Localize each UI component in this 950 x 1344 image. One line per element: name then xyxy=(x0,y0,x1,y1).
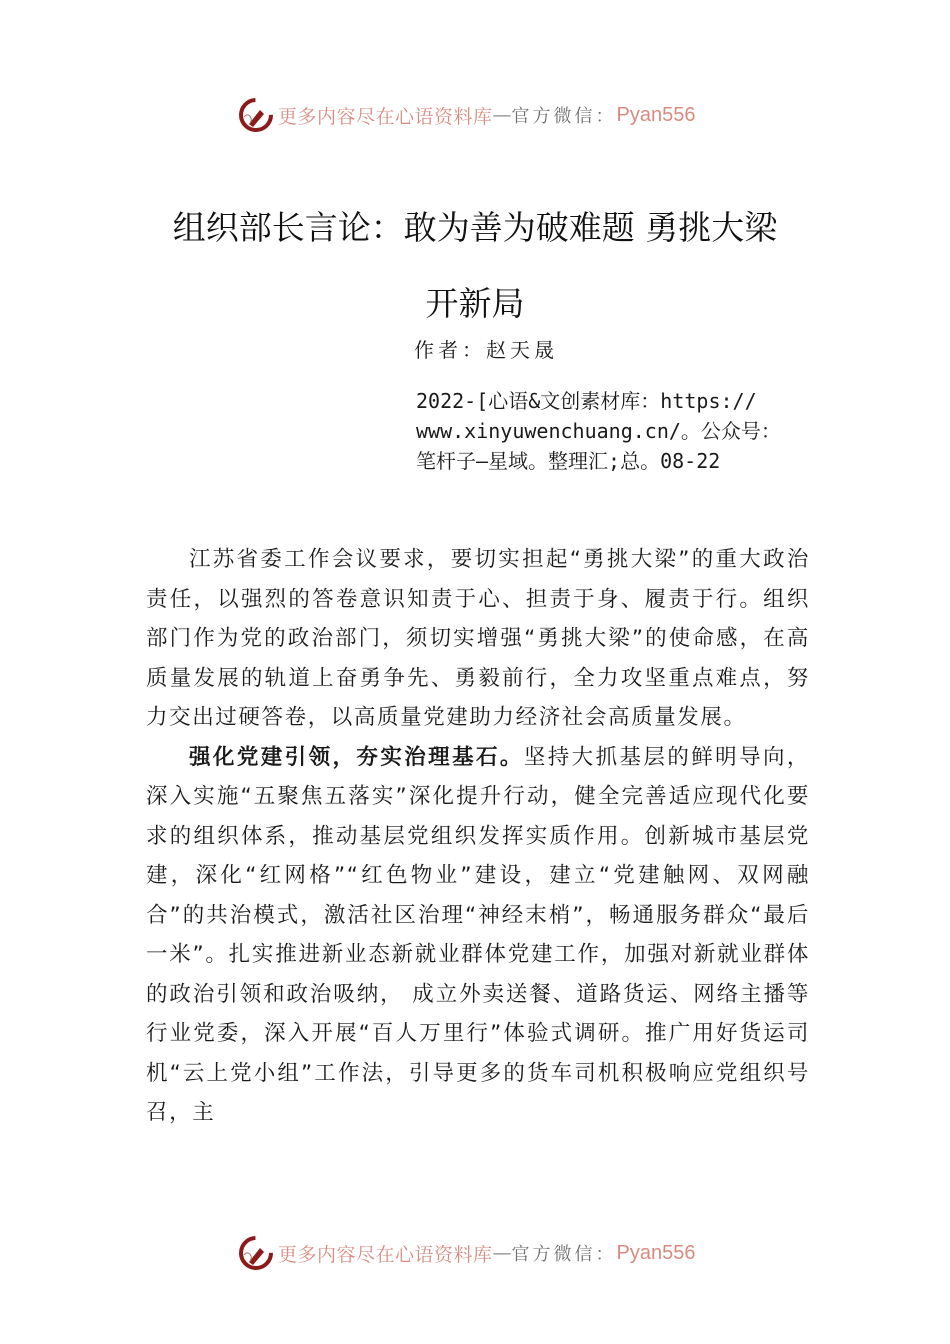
wechat-label: 官方微信： xyxy=(511,1244,617,1265)
separator: — xyxy=(492,1242,512,1264)
footer-watermark-banner xyxy=(238,1233,738,1273)
title-line-1: 组织部长言论：敢为善为破难题 勇挑大梁 xyxy=(172,208,778,247)
pen-nib-logo-icon xyxy=(238,1235,274,1271)
separator: — xyxy=(492,104,512,126)
wechat-handle: Pyan556 xyxy=(616,103,696,126)
paragraph-lead-heading: 强化党建引领，夯实治理基石。 xyxy=(189,744,524,770)
title-line-2: 开新局 xyxy=(425,284,525,323)
source-info xyxy=(416,386,816,476)
article-body xyxy=(146,540,810,1133)
article-title xyxy=(140,190,810,342)
site-text: 更多内容尽在心语资料库 xyxy=(278,1243,493,1266)
author-line: 作者：赵天晟 xyxy=(414,338,558,362)
header-watermark-banner xyxy=(238,95,738,135)
site-text: 更多内容尽在心语资料库 xyxy=(278,105,493,128)
paragraph-intro xyxy=(146,540,810,738)
wechat-label: 官方微信： xyxy=(511,106,617,127)
wechat-handle: Pyan556 xyxy=(616,1241,696,1264)
paragraph-party-building xyxy=(146,738,810,1133)
source-line: 2022-[心语&文创素材库：https:// xyxy=(416,389,757,413)
source-line: www.xinyuwenchuang.cn/。公众号： xyxy=(416,419,781,443)
source-line: 笔杆子—星域。整理汇;总。08-22 xyxy=(416,449,721,473)
paragraph-text: 江苏省委工作会议要求，要切实担起“勇挑大梁”的重大政治责任，以强烈的答卷意识知责于心、担责于身、履责于行。组织部门作为党的政治部门，须切实增强“勇挑大梁”的使命感，在高质量发展的轨道上奋勇争先、勇毅前行，全力攻坚重点难点，努力交出过硬答卷，以高质量党建助力经济社会高质量发展。 xyxy=(146,547,810,730)
pen-nib-logo-icon xyxy=(238,97,274,133)
paragraph-text: 坚持大抓基层的鲜明导向，深入实施“五聚焦五落实”深化提升行动，健全完善适应现代化要求的组织体系，推动基层党组织发挥实质作用。创新城市基层党建，深化“红网格”“红色物业”建设，建立“党建触网、双网融合”的共治模式，激活社区治理“神经末梢”，畅通服务群众“最后一米”。扎实推进新业态新就业群体党建工作，加强对新就业群体的政治引领和政治吸纳， 成立外卖送餐、道路货运、网络主播等行业党委，深入开展“百人万里行”体验式调研。推广用好货运司机“云上党小组”工作法，引导更多的货车司机积极响应党组织号召，主 xyxy=(146,744,811,1125)
